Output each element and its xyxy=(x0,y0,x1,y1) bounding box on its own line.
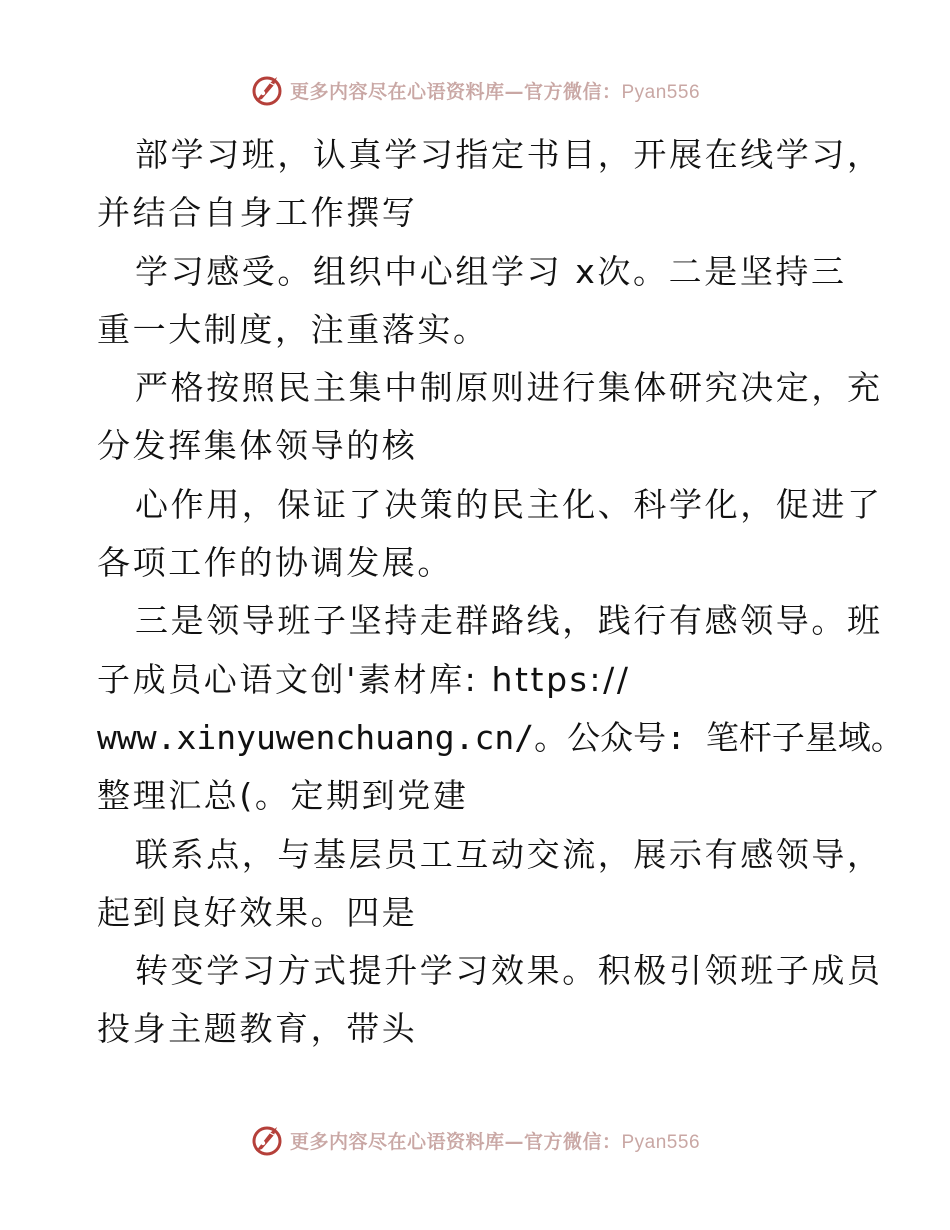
text-line: 三是领导班子坚持走群路线，践行有感领导。班 xyxy=(135,601,883,641)
text-line: 并结合自身工作撰写 xyxy=(97,193,418,233)
quill-seal-icon xyxy=(250,1123,284,1157)
quill-seal-icon xyxy=(250,73,284,107)
header-brand-text: 更多内容尽在心语资料库—官方微信：Pyan556 xyxy=(289,80,701,103)
text-line: 分发挥集体领导的核 xyxy=(97,426,418,466)
text-line: 严格按照民主集中制原则进行集体研究决定，充 xyxy=(135,368,883,408)
text-line: 起到良好效果。四是 xyxy=(97,892,418,932)
text-line: www.xinyuwenchuang.cn/。公众号: 笔杆子星域。 xyxy=(97,717,904,757)
text-line: 心作用，保证了决策的民主化、科学化，促进了 xyxy=(135,484,883,524)
text-line: 部学习班，认真学习指定书目，开展在线学习， xyxy=(135,135,883,174)
header-banner xyxy=(0,70,950,110)
text-line: 各项工作的协调发展。 xyxy=(97,543,453,583)
footer-banner xyxy=(0,1120,950,1160)
footer-brand-text: 更多内容尽在心语资料库—官方微信：Pyan556 xyxy=(289,1130,701,1153)
header-wechat-id: Pyan556 xyxy=(621,81,701,103)
text-line: 转变学习方式提升学习效果。积极引领班子成员 xyxy=(135,951,883,991)
document-body xyxy=(97,126,904,1059)
text-line: 学习感受。组织中心组学习 x次。二是坚持三 xyxy=(135,251,847,291)
footer-wechat-id: Pyan556 xyxy=(621,1131,701,1153)
text-line: 联系点，与基层员工互动交流，展示有感领导， xyxy=(135,834,883,874)
text-line: 投身主题教育，带头 xyxy=(97,1009,418,1049)
text-line: 重一大制度，注重落实。 xyxy=(97,309,489,349)
text-line: 子成员心语文创'素材库: https:// xyxy=(97,659,631,699)
text-line: 整理汇总(。定期到党建 xyxy=(97,776,469,816)
